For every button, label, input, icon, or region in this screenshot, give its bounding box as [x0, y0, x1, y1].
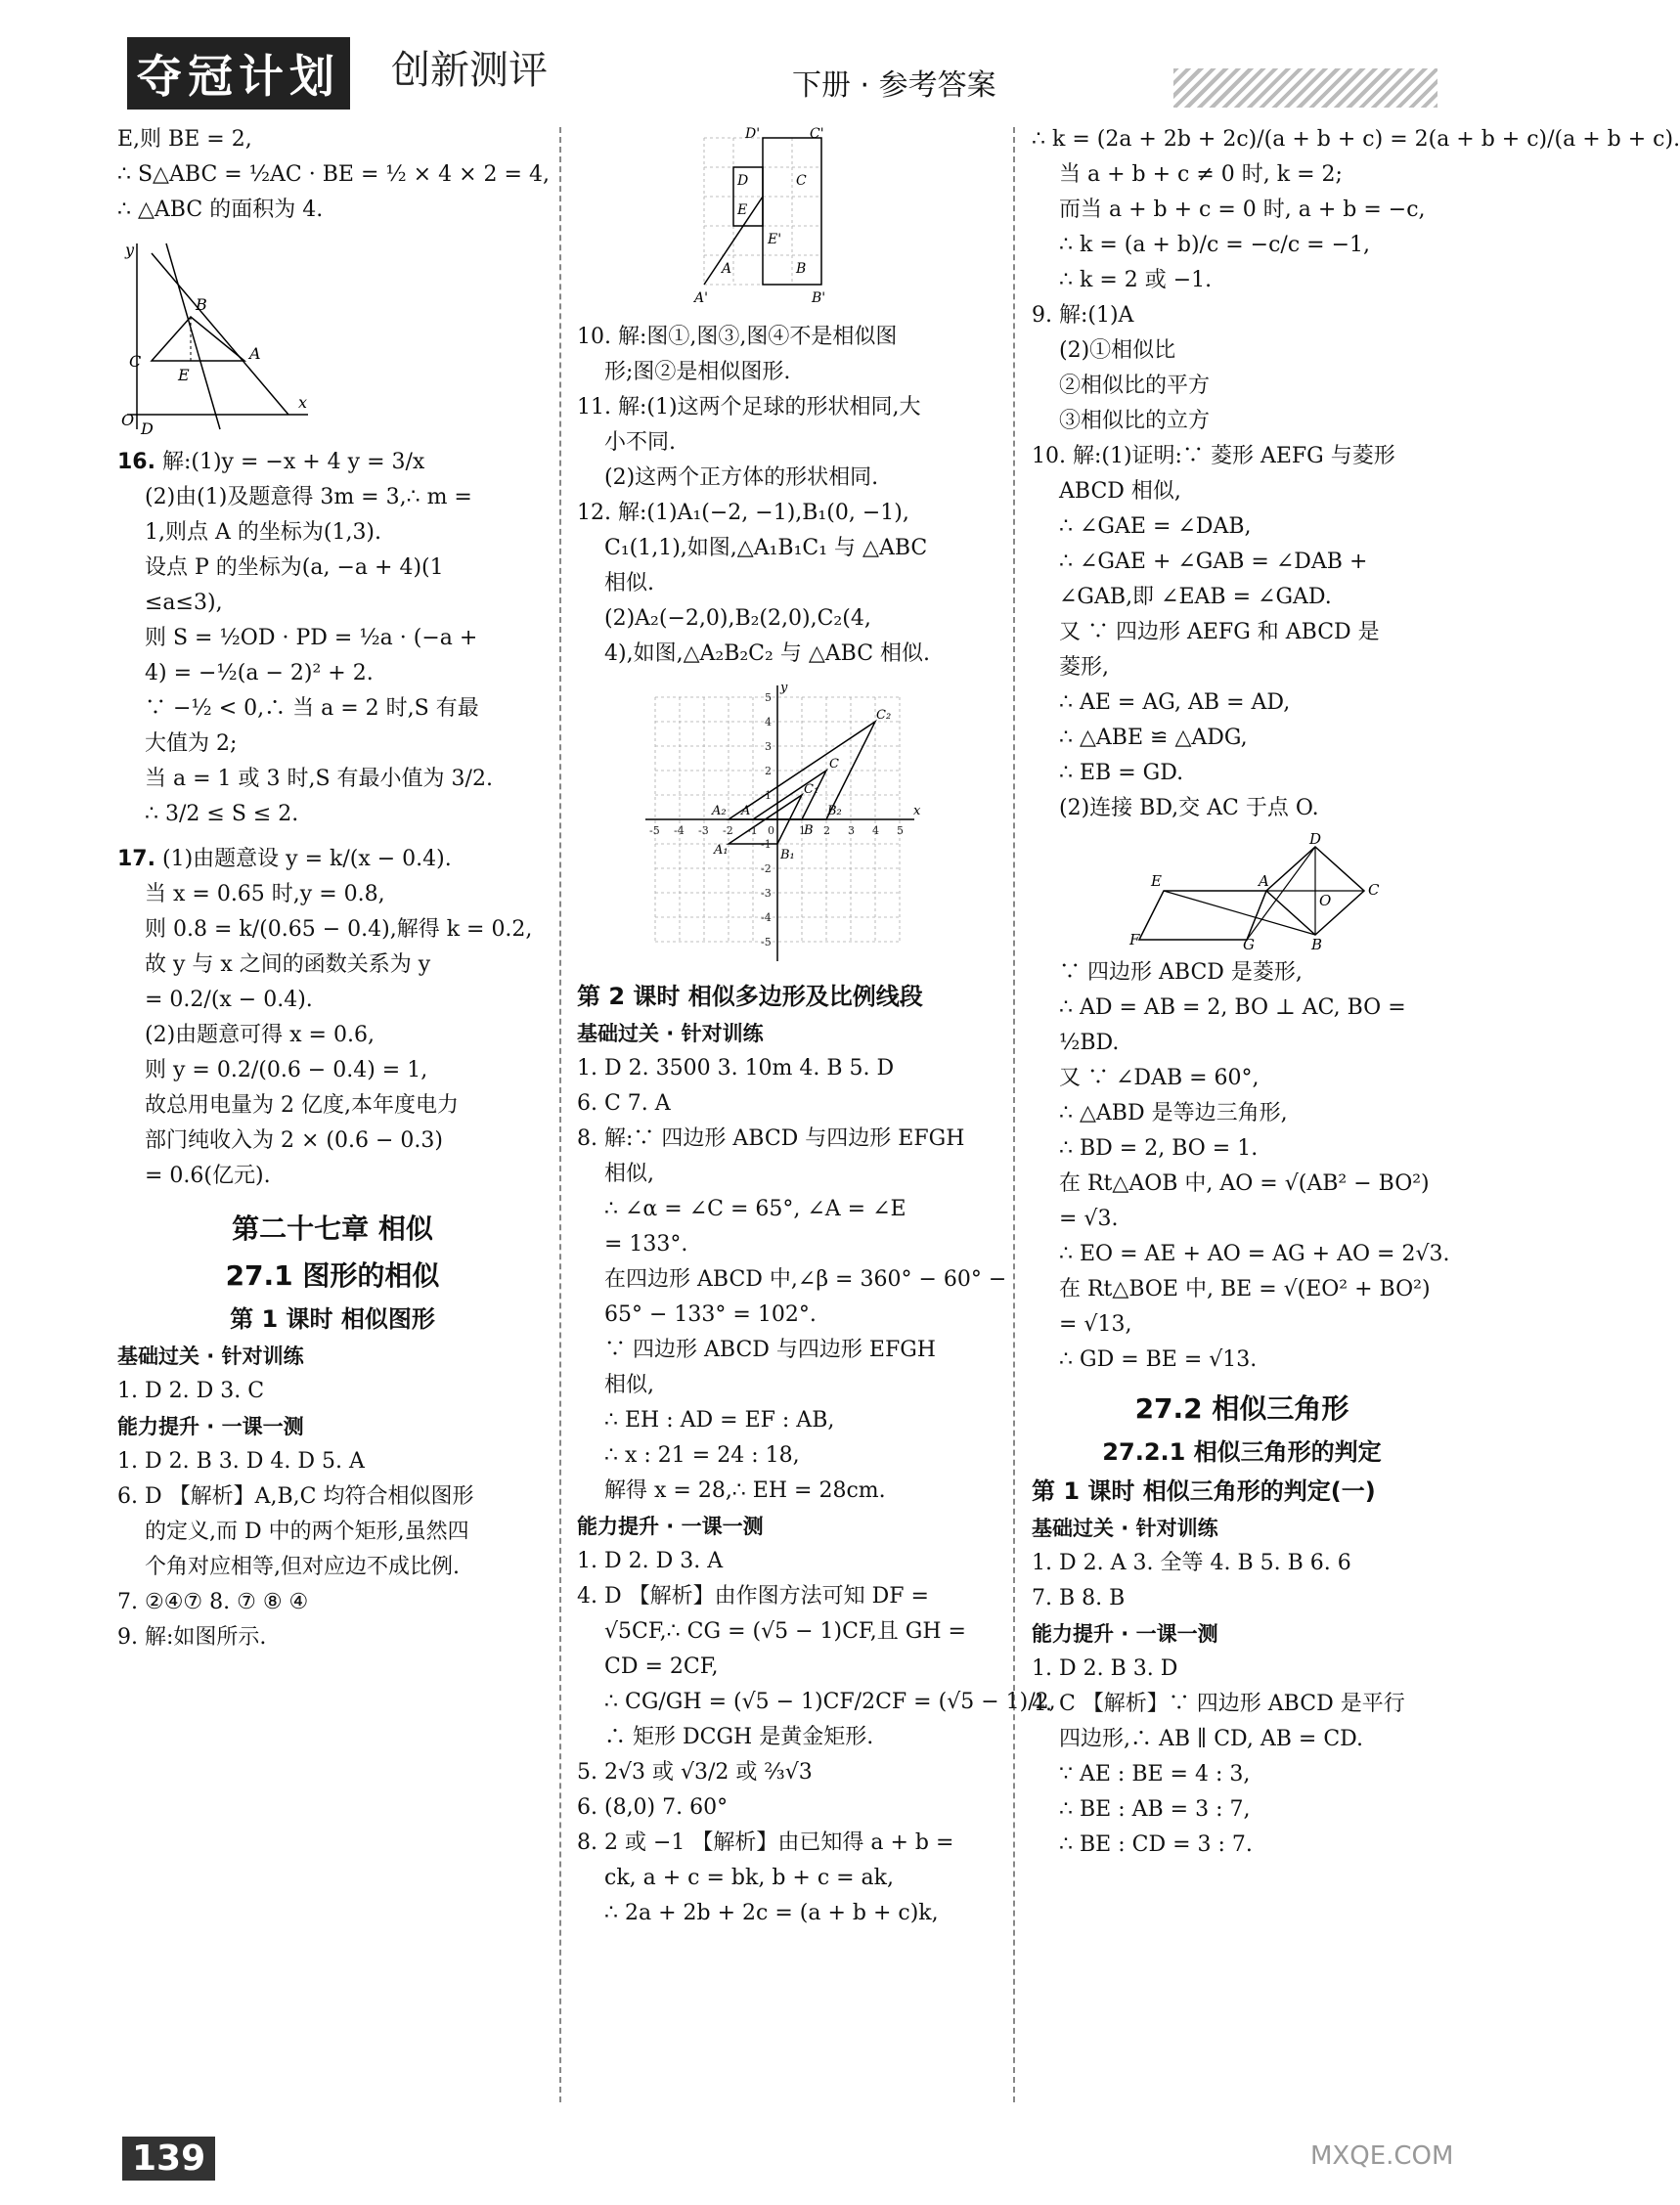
column-divider	[1013, 127, 1015, 2102]
answer-line: 相似,	[604, 1373, 654, 1397]
exercise-heading: 基础过关 · 针对训练	[117, 1345, 304, 1368]
answer-line: 1. D 2. 3500 3. 10m 4. B 5. D	[577, 1056, 895, 1080]
fig-label: B	[196, 295, 207, 314]
text-line: 故 y 与 x 之间的函数关系为 y	[145, 952, 431, 977]
axis-tick: -4	[674, 824, 685, 837]
brand-logo: 夺冠计划	[127, 37, 350, 110]
text-line: ≤a≤3),	[145, 591, 223, 615]
subsection-title: 27.2.1 相似三角形的判定	[1102, 1438, 1382, 1466]
answer-line: 当 a + b + c ≠ 0 时, k = 2;	[1059, 162, 1343, 187]
answer-line: (2)A₂(−2,0),B₂(2,0),C₂(4,	[604, 606, 871, 631]
question-number: 17.	[117, 847, 155, 871]
text-line: ∴ 3/2 ≤ S ≤ 2.	[145, 802, 299, 826]
text-line: ∵ −½ < 0,∴ 当 a = 2 时,S 有最	[145, 696, 479, 721]
axis-tick: 2	[765, 765, 772, 777]
axis-tick: 5	[897, 824, 904, 837]
figure-coordinate-triangle	[117, 234, 313, 439]
text-line: E,则 BE = 2,	[117, 127, 252, 152]
text-line: 则 y = 0.2/(0.6 − 0.4) = 1,	[145, 1058, 428, 1082]
axis-tick: -1	[747, 824, 758, 837]
fig-label: C	[829, 757, 839, 772]
fig-label: x	[298, 393, 308, 412]
fig-label: B	[796, 261, 807, 277]
text-line: 部门纯收入为 2 × (0.6 − 0.3)	[145, 1128, 443, 1153]
answer-line: ∵ AE : BE = 4 : 3,	[1059, 1762, 1251, 1786]
exercise-heading: 能力提升 · 一课一测	[1032, 1622, 1218, 1646]
fig-label: y	[780, 681, 788, 695]
axis-tick: 0	[768, 824, 774, 837]
answer-line: 7. ②④⑦ 8. ⑦ ⑧ ④	[117, 1590, 309, 1614]
text-line: = 0.6(亿元).	[145, 1164, 271, 1188]
answer-line: 10. 解:(1)证明:∵ 菱形 AEFG 与菱形	[1032, 444, 1395, 468]
answer-line: 相似.	[604, 571, 654, 595]
fig-label: D'	[745, 126, 761, 142]
answer-line: ∴ ∠GAE + ∠GAB = ∠DAB +	[1059, 550, 1368, 574]
section-title: 27.2 相似三角形	[1134, 1392, 1349, 1425]
answer-line: 4),如图,△A₂B₂C₂ 与 △ABC 相似.	[604, 641, 931, 666]
answer-line: ∴ △ABD 是等边三角形,	[1059, 1101, 1288, 1125]
answer-line: ∴ k = (a + b)/c = −c/c = −1,	[1059, 233, 1371, 257]
fig-label: y	[125, 241, 135, 259]
answer-line: ∴ x : 21 = 24 : 18,	[604, 1443, 800, 1468]
text-line: 当 a = 1 或 3 时,S 有最小值为 3/2.	[145, 767, 493, 791]
answer-line: 1. D 2. B 3. D 4. D 5. A	[117, 1449, 365, 1474]
answer-line: ∴ △ABE ≌ △ADG,	[1059, 726, 1248, 750]
axis-tick: -3	[698, 824, 709, 837]
header-decoration	[1173, 68, 1437, 108]
answer-line: ∴ AD = AB = 2, BO ⊥ AC, BO =	[1059, 995, 1406, 1020]
answer-line: 四边形,∴ AB ∥ CD, AB = CD.	[1059, 1727, 1364, 1751]
fig-label: O	[121, 411, 135, 429]
fig-label: B'	[812, 290, 826, 306]
text-line: 大值为 2;	[145, 731, 238, 756]
text-line: 解:(1)y = −x + 4 y = 3/x	[161, 450, 425, 474]
answer-line: 65° − 133° = 102°.	[604, 1302, 817, 1327]
answer-line: ∴ EB = GD.	[1059, 761, 1184, 785]
text-line: 故总用电量为 2 亿度,本年度电力	[145, 1093, 459, 1118]
text-line: 4) = −½(a − 2)² + 2.	[145, 661, 374, 685]
answer-line: 1. D 2. D 3. C	[117, 1379, 265, 1403]
exercise-heading: 能力提升 · 一课一测	[117, 1415, 304, 1438]
answer-line: (2)①相似比	[1059, 338, 1176, 363]
axis-tick: 2	[823, 824, 830, 837]
answer-line: √5CF,∴ CG = (√5 − 1)CF,且 GH =	[604, 1619, 966, 1644]
axis-tick: -2	[723, 824, 733, 837]
answer-line: ∠GAB,即 ∠EAB = ∠GAD.	[1059, 585, 1332, 609]
answer-line: 1. D 2. B 3. D	[1032, 1656, 1178, 1681]
answer-line: ③相似比的立方	[1059, 409, 1211, 433]
answer-line: 9. 解:(1)A	[1032, 303, 1134, 328]
watermark: MXQE.COM	[1310, 2141, 1454, 2171]
exercise-heading: 能力提升 · 一课一测	[577, 1515, 764, 1538]
answer-line: ②相似比的平方	[1059, 374, 1211, 398]
answer-line: 9. 解:如图所示.	[117, 1625, 267, 1650]
fig-label: B	[1311, 936, 1323, 953]
answer-line: 在 Rt△BOE 中, BE = √(EO² + BO²)	[1059, 1277, 1431, 1301]
answer-line: ∴ k = 2 或 −1.	[1059, 268, 1213, 292]
lesson-title: 第 1 课时 相似三角形的判定(一)	[1032, 1477, 1376, 1505]
answer-line: 小不同.	[604, 430, 676, 455]
fig-label: C	[1368, 881, 1380, 899]
fig-label: C	[129, 352, 142, 371]
answer-line: (2)这两个正方体的形状相同.	[604, 465, 879, 490]
fig-label: A	[722, 261, 732, 277]
answer-line: 10. 解:图①,图③,图④不是相似图	[577, 325, 898, 349]
exercise-heading: 基础过关 · 针对训练	[577, 1022, 764, 1045]
answer-line: = 133°.	[604, 1232, 688, 1257]
answer-line: 又 ∵ 四边形 AEFG 和 ABCD 是	[1059, 620, 1380, 644]
fig-label: E	[737, 202, 748, 218]
fig-label: C'	[810, 126, 824, 142]
answer-line: 解得 x = 28,∴ EH = 28cm.	[604, 1478, 886, 1503]
axis-tick: -5	[761, 936, 772, 948]
fig-label: D	[737, 173, 749, 189]
answer-line: 7. B 8. B	[1032, 1586, 1126, 1610]
column-left	[117, 122, 548, 1655]
figure-rhombus	[1129, 830, 1384, 953]
axis-tick: 1	[799, 824, 806, 837]
text-line: 当 x = 0.65 时,y = 0.8,	[145, 882, 385, 906]
column-middle	[577, 122, 1056, 1931]
fig-label: C₁	[804, 782, 819, 797]
text-line: 则 0.8 = k/(0.65 − 0.4),解得 k = 0.2,	[145, 917, 533, 942]
answer-line: = √3.	[1059, 1207, 1119, 1231]
exercise-heading: 基础过关 · 针对训练	[1032, 1517, 1218, 1540]
answer-line: 的定义,而 D 中的两个矩形,虽然四	[145, 1520, 469, 1544]
answer-line: 在四边形 ABCD 中,∠β = 360° − 60° −	[604, 1267, 1007, 1292]
answer-line: ∴ BE : CD = 3 : 7.	[1059, 1832, 1253, 1857]
answer-line: ck, a + c = bk, b + c = ak,	[604, 1866, 895, 1890]
axis-tick: 3	[848, 824, 855, 837]
page-number: 139	[122, 2137, 215, 2181]
fig-label: B₁	[780, 848, 795, 862]
answer-line: ∴ GD = BE = √13.	[1059, 1347, 1258, 1372]
fig-label: x	[913, 804, 921, 818]
answer-line: 相似,	[604, 1162, 654, 1186]
figure-grid-rectangles	[694, 128, 841, 314]
column-right	[1032, 122, 1680, 1863]
fig-label: A₁	[714, 843, 729, 858]
lesson-title: 第 2 课时 相似多边形及比例线段	[577, 983, 923, 1010]
axis-tick: 4	[872, 824, 879, 837]
answer-line: 8. 解:∵ 四边形 ABCD 与四边形 EFGH	[577, 1126, 965, 1151]
answer-line: (2)连接 BD,交 AC 于点 O.	[1059, 796, 1319, 820]
answer-line: ∴ BE : AB = 3 : 7,	[1059, 1797, 1251, 1822]
fig-label: O	[1319, 892, 1332, 909]
axis-tick: -1	[761, 838, 772, 851]
answer-line: 6. C 7. A	[577, 1091, 671, 1116]
answer-line: ∴ BD = 2, BO = 1.	[1059, 1136, 1259, 1161]
answer-line: ∴ CG/GH = (√5 − 1)CF/2CF = (√5 − 1)/2,	[604, 1690, 1056, 1714]
answer-line: ∴ 矩形 DCGH 是黄金矩形.	[604, 1725, 874, 1749]
fig-label: C₂	[876, 708, 892, 723]
fig-label: E	[178, 366, 190, 384]
answer-line: ∴ ∠α = ∠C = 65°, ∠A = ∠E	[604, 1197, 906, 1221]
text-line: 设点 P 的坐标为(a, −a + 4)(1	[145, 555, 444, 580]
axis-tick: -5	[649, 824, 660, 837]
text-line: (1)由题意设 y = k/(x − 0.4).	[161, 847, 452, 871]
fig-label: A₂	[712, 804, 727, 818]
answer-line: 而当 a + b + c = 0 时, a + b = −c,	[1059, 198, 1426, 222]
fig-label: D	[141, 419, 154, 438]
answer-line: 4. C 【解析】∵ 四边形 ABCD 是平行	[1032, 1692, 1405, 1716]
column-divider	[559, 127, 561, 2102]
answer-line: ∵ 四边形 ABCD 是菱形,	[1059, 960, 1303, 985]
section-title: 27.1 图形的相似	[225, 1259, 440, 1292]
question-number: 16.	[117, 450, 155, 474]
answer-line: 又 ∵ ∠DAB = 60°,	[1059, 1066, 1260, 1090]
text-line: = 0.2/(x − 0.4).	[145, 988, 313, 1012]
axis-tick: -4	[761, 911, 772, 924]
answer-line: ∴ 2a + 2b + 2c = (a + b + c)k,	[604, 1901, 939, 1925]
answer-line: 形;图②是相似图形.	[604, 360, 791, 384]
answer-line: ∴ k = (2a + 2b + 2c)/(a + b + c) = 2(a + b + c)/(a + b + c).	[1032, 127, 1680, 152]
answer-line: ∴ AE = AG, AB = AD,	[1059, 690, 1291, 715]
answer-line: 1. D 2. A 3. 全等 4. B 5. B 6. 6	[1032, 1551, 1351, 1575]
answer-line: 6. (8,0) 7. 60°	[577, 1795, 729, 1820]
axis-tick: 1	[765, 789, 772, 802]
answer-line: 4. D 【解析】由作图方法可知 DF =	[577, 1584, 929, 1609]
fig-label: A	[1259, 872, 1269, 890]
fig-label: A	[741, 804, 751, 818]
answer-line: 菱形,	[1059, 655, 1109, 680]
answer-line: 6. D 【解析】A,B,C 均符合相似图形	[117, 1484, 474, 1509]
fig-label: E	[1151, 872, 1162, 890]
axis-tick: -2	[761, 862, 772, 875]
fig-label: G	[1243, 936, 1255, 953]
text-line: ∴ △ABC 的面积为 4.	[117, 198, 324, 222]
fig-label: C	[796, 173, 807, 189]
figure-coordinate-grid	[636, 678, 929, 971]
page-header	[0, 0, 1520, 117]
answer-line: ∴ EO = AE + AO = AG + AO = 2√3.	[1059, 1242, 1450, 1266]
answer-line: ∴ EH : AD = EF : AB,	[604, 1408, 835, 1433]
fig-label: E'	[768, 232, 782, 247]
axis-tick: 3	[765, 740, 772, 753]
answer-line: 8. 2 或 −1 【解析】由已知得 a + b =	[577, 1830, 954, 1855]
answer-line: 11. 解:(1)这两个足球的形状相同,大	[577, 395, 921, 419]
fig-label: F	[1129, 931, 1140, 948]
brand-subtitle: 创新测评	[391, 48, 548, 93]
answer-line: 1. D 2. D 3. A	[577, 1549, 724, 1573]
lesson-title: 第 1 课时 相似图形	[230, 1305, 435, 1333]
answer-line: ABCD 相似,	[1059, 479, 1181, 504]
answer-line: 在 Rt△AOB 中, AO = √(AB² − BO²)	[1059, 1171, 1430, 1196]
text-line: 1,则点 A 的坐标为(1,3).	[145, 520, 382, 545]
axis-tick: 5	[765, 691, 772, 704]
answer-line: 5. 2√3 或 √3/2 或 ⅔√3	[577, 1760, 813, 1785]
answer-line: ½BD.	[1059, 1031, 1120, 1055]
axis-tick: -3	[761, 887, 772, 900]
answer-line: ∴ ∠GAE = ∠DAB,	[1059, 514, 1252, 539]
fig-label: A'	[694, 290, 708, 306]
answer-line: 个角对应相等,但对应边不成比例.	[145, 1555, 460, 1579]
answer-line: C₁(1,1),如图,△A₁B₁C₁ 与 △ABC	[604, 536, 928, 560]
fig-label: B	[804, 823, 814, 838]
chapter-title: 第二十七章 相似	[232, 1213, 433, 1245]
axis-tick: 4	[765, 716, 772, 728]
text-line: ∴ S△ABC = ½AC · BE = ½ × 4 × 2 = 4,	[117, 162, 550, 187]
fig-label: B₂	[827, 804, 842, 818]
answer-line: 12. 解:(1)A₁(−2, −1),B₁(0, −1),	[577, 501, 909, 525]
answer-line: = √13,	[1059, 1312, 1132, 1337]
fig-label: A	[249, 344, 261, 363]
answer-line: CD = 2CF,	[604, 1654, 719, 1679]
header-section-title: 下册 · 参考答案	[792, 68, 996, 103]
fig-label: D	[1309, 830, 1322, 848]
answer-line: ∵ 四边形 ABCD 与四边形 EFGH	[604, 1338, 936, 1362]
text-line: (2)由(1)及题意得 3m = 3,∴ m =	[145, 485, 472, 509]
text-line: 则 S = ½OD · PD = ½a · (−a +	[145, 626, 478, 650]
text-line: (2)由题意可得 x = 0.6,	[145, 1023, 375, 1047]
